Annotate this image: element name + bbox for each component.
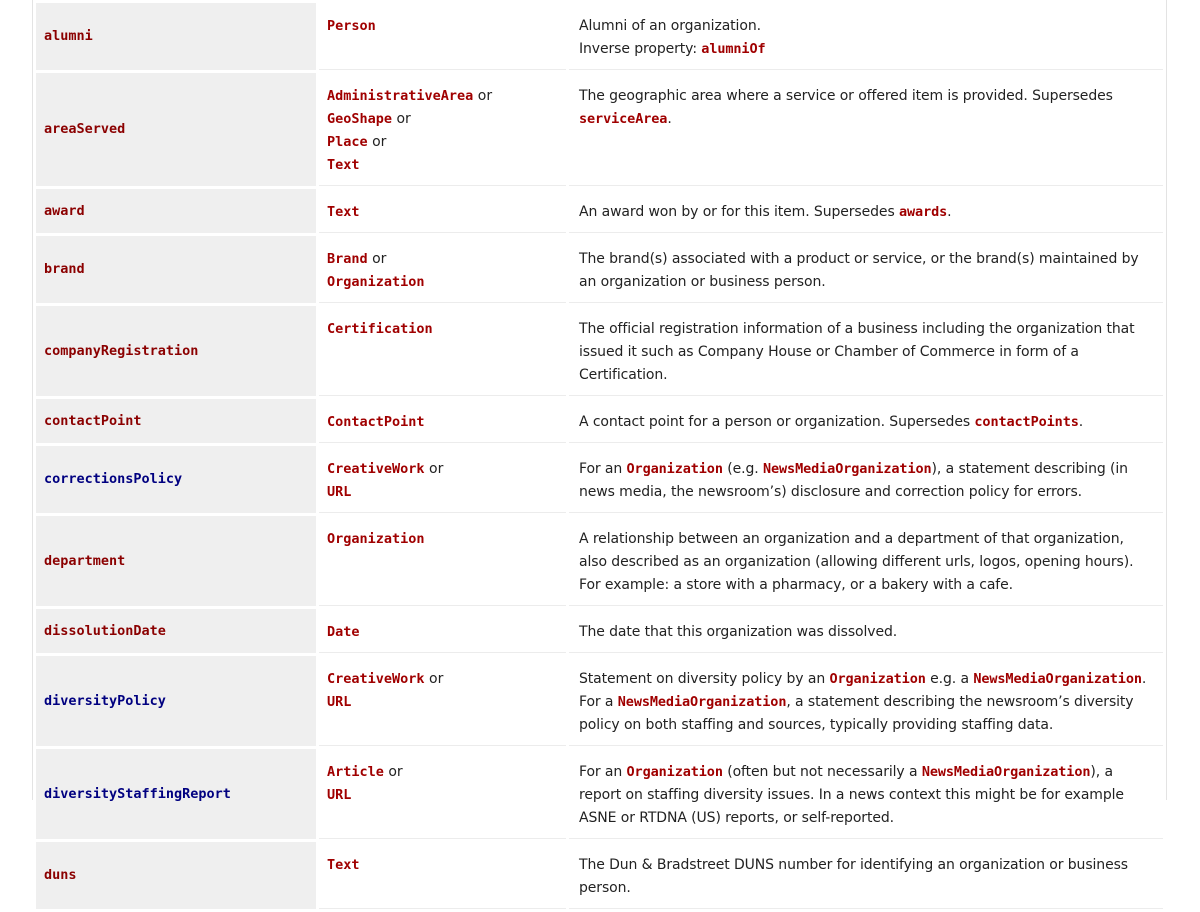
or-separator: or xyxy=(396,111,411,127)
table-row xyxy=(36,236,1163,303)
description-link[interactable]: NewsMediaOrganization xyxy=(921,764,1091,780)
description-text: An award won by or for this item. Supersedes xyxy=(579,204,899,220)
type-link[interactable]: GeoShape xyxy=(327,111,393,127)
description-cell xyxy=(569,446,1163,513)
description-link[interactable]: Organization xyxy=(626,764,723,780)
description-text: Alumni of an organization. xyxy=(579,18,761,34)
expected-type-line xyxy=(327,621,558,644)
table-row xyxy=(36,189,1163,233)
table-row xyxy=(36,399,1163,443)
description-text: . For a xyxy=(579,671,1147,710)
type-link[interactable]: Organization xyxy=(327,531,425,547)
expected-type-line xyxy=(327,411,558,434)
expected-type-line xyxy=(327,85,558,108)
description-text: Statement on diversity policy by an xyxy=(579,671,830,687)
expected-type-line xyxy=(327,691,558,714)
type-link[interactable]: Date xyxy=(327,624,360,640)
description-cell xyxy=(569,749,1163,839)
property-name-link[interactable]: diversityPolicy xyxy=(44,692,166,709)
expected-type-line xyxy=(327,248,558,271)
type-link[interactable]: URL xyxy=(327,787,352,803)
expected-type-line xyxy=(327,528,558,551)
table-row xyxy=(36,446,1163,513)
description-text: A contact point for a person or organization. Supersedes xyxy=(579,414,975,430)
type-link[interactable]: Text xyxy=(327,204,360,220)
description-cell xyxy=(569,516,1163,606)
description-text: (often but not necessarily a xyxy=(722,764,922,780)
description-text: e.g. a xyxy=(925,671,974,687)
description-link[interactable]: contactPoints xyxy=(974,414,1079,430)
description-cell xyxy=(569,189,1163,233)
description-cell xyxy=(569,842,1163,909)
table-row xyxy=(36,516,1163,606)
table-row xyxy=(36,749,1163,839)
expected-type-line xyxy=(327,15,558,38)
expected-type-cell xyxy=(319,189,566,233)
description-link[interactable]: awards xyxy=(898,204,948,220)
type-link[interactable]: URL xyxy=(327,484,352,500)
type-link[interactable]: Person xyxy=(327,18,376,34)
description-link[interactable]: Organization xyxy=(626,461,723,477)
type-link[interactable]: Text xyxy=(327,857,360,873)
property-name-cell xyxy=(36,189,316,233)
expected-type-cell xyxy=(319,842,566,909)
expected-type-line xyxy=(327,784,558,807)
expected-type-line xyxy=(327,201,558,224)
expected-type-line xyxy=(327,761,558,784)
type-link[interactable]: Article xyxy=(327,764,384,780)
expected-type-cell xyxy=(319,236,566,303)
expected-type-cell xyxy=(319,3,566,70)
or-separator: or xyxy=(372,134,387,150)
expected-type-cell xyxy=(319,609,566,653)
type-link[interactable]: CreativeWork xyxy=(327,461,425,477)
property-name-cell xyxy=(36,749,316,839)
type-link[interactable]: Certification xyxy=(327,321,433,337)
property-name-link[interactable]: diversityStaffingReport xyxy=(44,785,231,802)
description-text: , a statement describing the newsroom’s diversity policy on both staffing and sources, typically providing staffing data. xyxy=(579,694,1134,733)
type-link[interactable]: Brand xyxy=(327,251,368,267)
property-name-link[interactable]: brand xyxy=(44,261,85,277)
or-separator: or xyxy=(429,461,444,477)
description-text: The official registration information of a business including the organization that issued it such as Company House or Chamber of Commerce in form of a Certification. xyxy=(579,321,1135,383)
table-row xyxy=(36,656,1163,746)
property-name-cell xyxy=(36,609,316,653)
type-link[interactable]: Organization xyxy=(327,274,425,290)
description-text: The brand(s) associated with a product or service, or the brand(s) maintained by an organization or business person. xyxy=(579,251,1139,290)
description-link[interactable]: Organization xyxy=(829,671,926,687)
expected-type-cell xyxy=(319,446,566,513)
property-name-link[interactable]: award xyxy=(44,202,85,219)
table-row xyxy=(36,306,1163,396)
description-link[interactable]: NewsMediaOrganization xyxy=(762,461,932,477)
description-text: A relationship between an organization and a department of that organization, also described as an organization (allowing different urls, logos, opening hours). For example: a store with a pharmacy, or a bakery with a cafe. xyxy=(579,531,1134,593)
description-text: The date that this organization was dissolved. xyxy=(579,624,898,640)
or-separator: or xyxy=(429,671,444,687)
expected-type-cell xyxy=(319,306,566,396)
property-name-cell xyxy=(36,446,316,513)
type-link[interactable]: URL xyxy=(327,694,352,710)
expected-type-line xyxy=(327,108,558,131)
description-cell xyxy=(569,236,1163,303)
table-row xyxy=(36,609,1163,653)
description-cell xyxy=(569,399,1163,443)
description-text: . xyxy=(1078,414,1084,430)
or-separator: or xyxy=(388,764,403,780)
description-link[interactable]: serviceArea xyxy=(579,111,668,127)
property-name-cell xyxy=(36,516,316,606)
expected-type-line xyxy=(327,154,558,177)
description-cell xyxy=(569,73,1163,186)
property-name-link[interactable]: correctionsPolicy xyxy=(44,471,183,487)
type-link[interactable]: AdministrativeArea xyxy=(327,88,474,104)
description-link[interactable]: NewsMediaOrganization xyxy=(617,694,787,710)
properties-table-body xyxy=(36,3,1163,909)
properties-table xyxy=(33,0,1166,912)
expected-type-line xyxy=(327,668,558,691)
property-name-link[interactable]: alumni xyxy=(44,28,93,44)
property-name-link[interactable]: duns xyxy=(44,867,77,883)
description-text: ), a report on staffing diversity issues. In a news context this might be for example ASNE or RTDNA (US) reports, or self-reported. xyxy=(579,764,1124,826)
table-row xyxy=(36,842,1163,909)
description-link[interactable]: NewsMediaOrganization xyxy=(973,671,1142,687)
expected-type-line xyxy=(327,271,558,294)
table-row xyxy=(36,73,1163,186)
property-name-cell xyxy=(36,236,316,303)
description-cell xyxy=(569,656,1163,746)
property-name-cell xyxy=(36,306,316,396)
expected-type-line xyxy=(327,318,558,341)
description-text: The Dun & Bradstreet DUNS number for identifying an organization or business person. xyxy=(579,857,1128,896)
expected-type-cell xyxy=(319,399,566,443)
type-link[interactable]: Place xyxy=(327,134,368,150)
property-name-link[interactable]: department xyxy=(44,552,126,569)
type-link[interactable]: Text xyxy=(327,157,360,173)
type-link[interactable]: ContactPoint xyxy=(327,414,425,430)
expected-type-cell xyxy=(319,749,566,839)
expected-type-line xyxy=(327,854,558,877)
expected-type-line xyxy=(327,458,558,481)
expected-type-line xyxy=(327,131,558,154)
description-text: (e.g. xyxy=(722,461,763,477)
property-name-cell xyxy=(36,399,316,443)
property-name-cell xyxy=(36,842,316,909)
description-text: ), a statement describing (in news media, the newsroom’s) disclosure and correction policy for errors. xyxy=(579,461,1128,500)
description-text: The geographic area where a service or offered item is provided. Supersedes xyxy=(579,88,1113,104)
description-text: . xyxy=(667,111,672,127)
description-cell xyxy=(569,3,1163,70)
property-name-link[interactable]: dissolutionDate xyxy=(44,622,166,639)
property-name-link[interactable]: contactPoint xyxy=(44,412,142,429)
table-row xyxy=(36,3,1163,70)
property-name-link[interactable]: companyRegistration xyxy=(44,342,199,359)
property-name-cell xyxy=(36,656,316,746)
description-text: For an xyxy=(579,461,627,477)
expected-type-cell xyxy=(319,73,566,186)
property-name-cell xyxy=(36,3,316,70)
expected-type-cell xyxy=(319,656,566,746)
property-name-cell xyxy=(36,73,316,186)
expected-type-cell xyxy=(319,516,566,606)
expected-type-line xyxy=(327,481,558,504)
description-cell xyxy=(569,609,1163,653)
type-link[interactable]: CreativeWork xyxy=(327,671,425,687)
description-cell xyxy=(569,306,1163,396)
description-text: . xyxy=(947,204,952,220)
property-name-link[interactable]: areaServed xyxy=(44,121,126,137)
description-text: Inverse property: xyxy=(579,41,702,57)
or-separator: or xyxy=(477,88,493,104)
or-separator: or xyxy=(372,251,387,267)
description-link[interactable]: alumniOf xyxy=(701,41,766,57)
description-text: For an xyxy=(579,764,627,780)
